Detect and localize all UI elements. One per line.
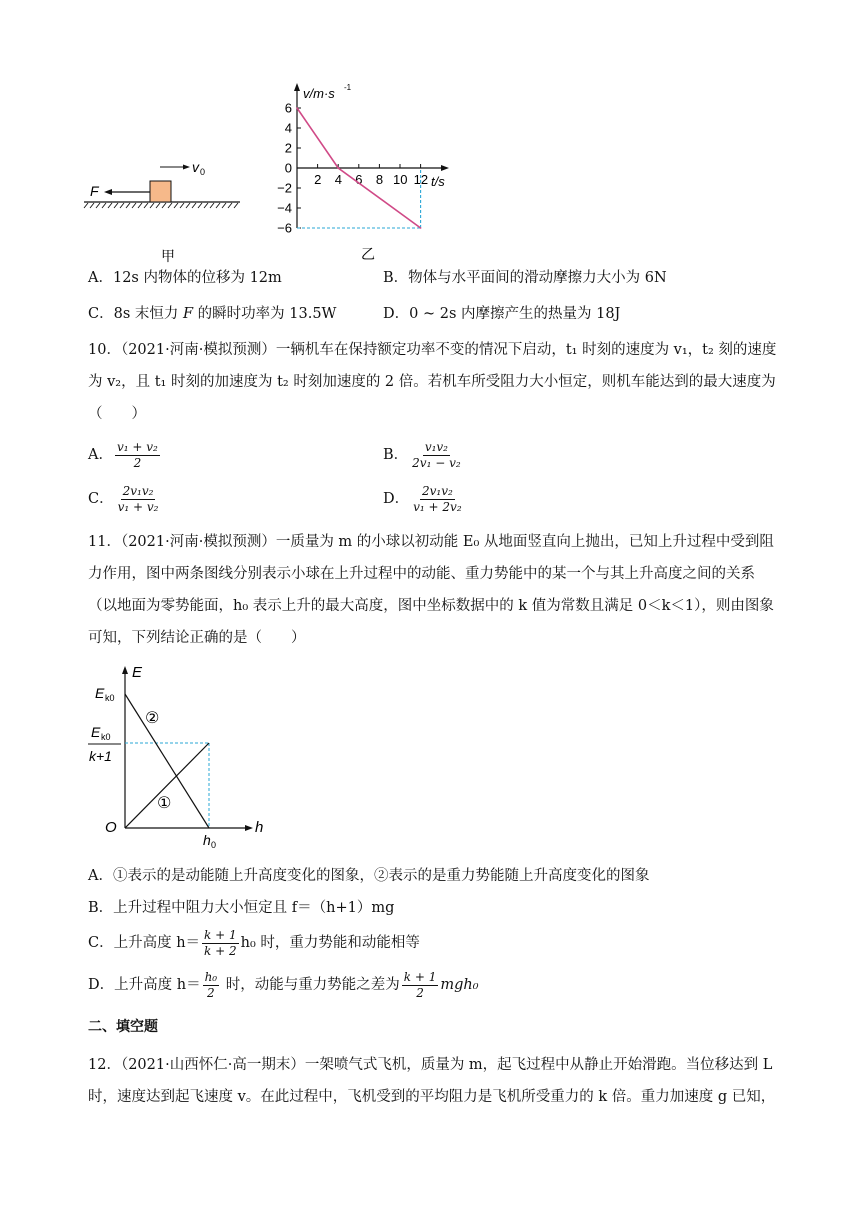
velocity-data-point	[337, 167, 339, 169]
q10-stem-line3: （ ）	[88, 406, 146, 422]
q11-stem-line1: 11．（2021·河南·模拟预测）一质量为 m 的小球以初动能 E₀ 从地面竖直向上抛出，已知上升过程中受到阻	[88, 534, 774, 550]
y-tick-label: −2	[277, 180, 292, 196]
y-axis-label-exponent: -1	[344, 83, 352, 92]
q11-option-a: A．①表示的是动能随上升高度变化的图象，②表示的是重力势能随上升高度变化的图象	[88, 868, 650, 884]
fraction-denominator: k+1	[89, 748, 112, 764]
q12-stem-line2: 时，速度达到起飞速度 v。在此过程中，飞机受到的平均阻力是飞机所受重力的 k 倍。重力加速度 g 已知，	[88, 1089, 776, 1105]
y-axis-label: E	[132, 664, 143, 681]
q11-stem-line4: 可知，下列结论正确的是（ ）	[88, 630, 306, 646]
x-tick-label: 2	[314, 172, 322, 187]
section-heading-fill-in: 二、填空题	[88, 1019, 158, 1035]
h0-label: h	[203, 832, 211, 848]
q11-stem-line3: （以地面为零势能面，h₀ 表示上升的最大高度，图中坐标数据中的 k 值为常数且满足 0＜k＜1），则由图象	[88, 598, 774, 614]
x-tick-label: 6	[355, 172, 363, 187]
x-tick-label: 8	[375, 172, 384, 187]
ground-surface	[84, 202, 240, 208]
y-tick-label: −6	[277, 220, 292, 236]
y-tick-label: 6	[284, 100, 292, 116]
x-axis-label: t/s	[431, 174, 445, 189]
figure-block-on-surface	[80, 150, 250, 270]
q9-option-b: B．物体与水平面间的滑动摩擦力大小为 6N	[383, 270, 667, 286]
q11-stem-line2: 力作用，图中两条图线分别表示小球在上升过程中的动能、重力势能中的某一个与其上升高度之间的关系	[88, 566, 755, 582]
fraction-ek0-numerator: E	[91, 724, 101, 740]
q10-stem-line2: 为 v₂，且 t₁ 时刻的加速度为 t₂ 时刻加速度的 2 倍。若机车所受阻力大小恒定，则机车能达到的最大速度为	[88, 374, 776, 390]
energy-height-graph	[85, 660, 285, 855]
x-tick-label: 4	[334, 172, 342, 187]
q11-option-c: C．上升高度 h＝ $\frac{k + 1}{k + 2}$ h₀ 时，重力势能和动能相等	[88, 927, 420, 958]
x-axis-label: h	[255, 819, 264, 836]
q10-stem-line1: 10．（2021·河南·模拟预测）一辆机车在保持额定功率不变的情况下启动，t₁ 时刻的速度为 v₁，t₂ 刻的速度	[88, 342, 777, 358]
velocity-subscript: 0	[200, 167, 206, 177]
figure-caption-jia: 甲	[161, 248, 175, 264]
fraction-ek0-numerator-subscript: k0	[101, 732, 111, 742]
velocity-data-point	[296, 107, 298, 109]
figure-caption-yi: 乙	[361, 246, 375, 262]
velocity-time-chart	[275, 78, 475, 268]
h0-label-subscript: 0	[211, 840, 217, 850]
curve-2-label: ②	[145, 710, 160, 727]
q11-option-b: B．上升过程中阻力大小恒定且 f＝（h+1）mg	[88, 900, 395, 916]
q10-option-d: D． $\frac{\text{2v₁v₂}}{\text{v₁ + 2v₂}}$	[383, 483, 462, 514]
y-tick-label: 0	[284, 160, 292, 176]
curve-1-label: ①	[157, 795, 172, 812]
q9-option-a: A．12s 内物体的位移为 12m	[88, 270, 282, 286]
q9-option-c: C．8s 末恒力 F 的瞬时功率为 13.5W	[88, 306, 337, 322]
q9-option-d: D．0 ~ 2s 内摩擦产生的热量为 18J	[383, 306, 621, 322]
velocity-data-point	[420, 227, 422, 229]
q12-stem-line1: 12．（2021·山西怀仁·高一期末）一架喷气式飞机，质量为 m，起飞过程中从静止开始滑跑。当位移达到 L	[88, 1057, 773, 1073]
x-tick-label: 12	[413, 172, 429, 187]
y-tick-label: 2	[284, 140, 292, 156]
origin-label: O	[105, 819, 117, 836]
curve-1-line	[125, 743, 209, 828]
chart-axes	[294, 83, 449, 228]
q11-option-d: D．上升高度 h＝ $\frac{\text{h₀}}{2}$ 时，动能与重力势能之差为 $\frac{k + 1}{2}$ mgh₀	[88, 969, 479, 1000]
y-tick-label: −4	[277, 200, 292, 216]
y-axis-label: v/m·s	[303, 86, 335, 101]
y-tick-label: 4	[284, 120, 292, 136]
ek0-label-subscript: k0	[105, 693, 115, 703]
x-tick-label: 10	[393, 172, 408, 187]
block	[150, 181, 171, 202]
q10-option-a: A． $\frac{\text{v₁ + v₂}}{2}$	[88, 439, 158, 470]
force-label: F	[90, 183, 99, 199]
graph-axes	[122, 666, 253, 831]
ek0-label: E	[95, 685, 105, 701]
velocity-label: v	[192, 159, 199, 175]
q10-option-c: C． $\frac{\text{2v₁v₂}}{\text{v₁ + v₂}}$	[88, 483, 159, 514]
q10-option-b: B． $\frac{\text{v₁v₂}}{\text{2v₁ − v₂}}$	[383, 439, 461, 470]
